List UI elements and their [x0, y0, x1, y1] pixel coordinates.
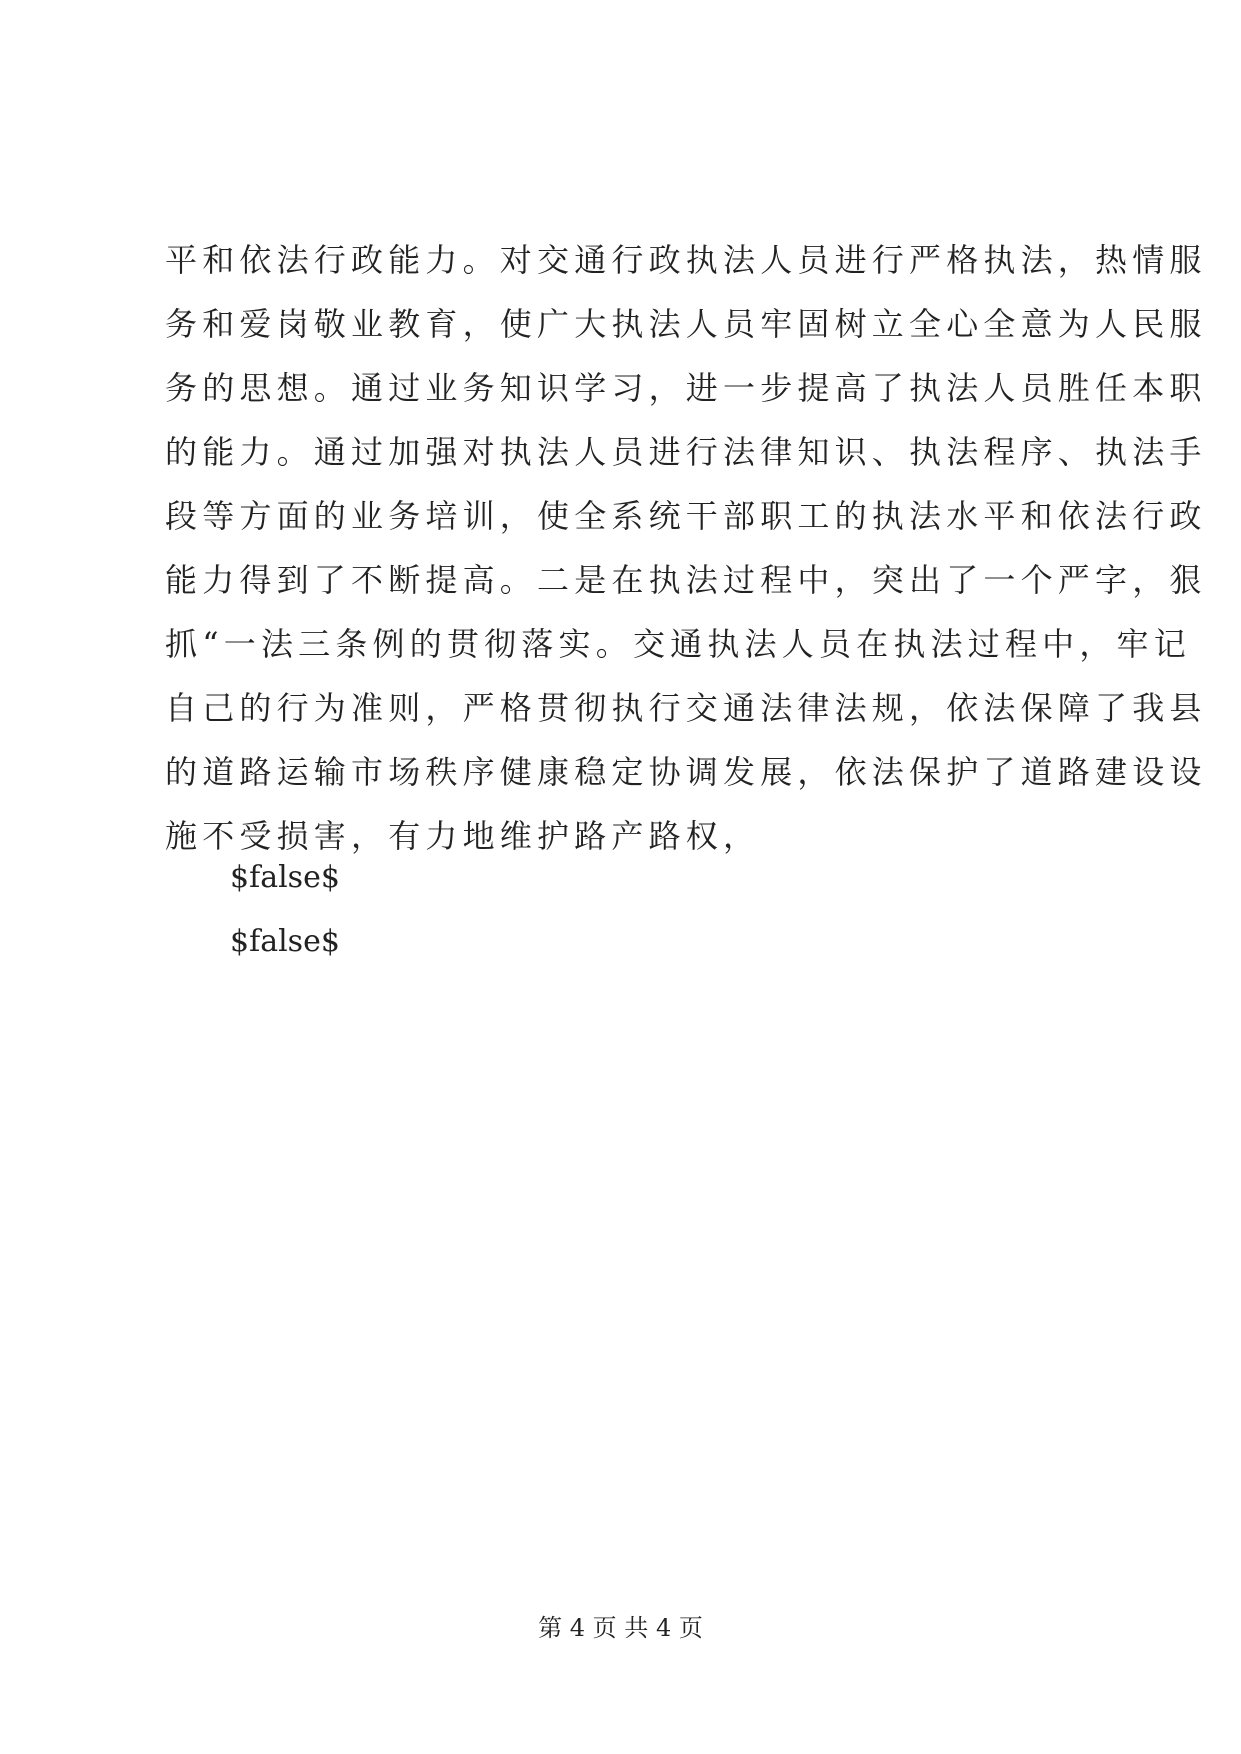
text-line: 抓“一法三条例的贯彻落实。交通执法人员在执法过程中，牢记 — [165, 625, 1191, 663]
text-line: 能力得到了不断提高。二是在执法过程中，突出了一个严字，狠 — [165, 561, 1207, 599]
placeholder-text: $false$ — [230, 924, 340, 959]
placeholder-block — [230, 846, 340, 974]
text-line: 务的思想。通过业务知识学习，进一步提高了执法人员胜任本职 — [165, 369, 1207, 407]
text-line: 段等方面的业务培训，使全系统干部职工的执法水平和依法行政 — [165, 497, 1207, 535]
page-number-label: 第 4 页 共 4 页 — [538, 1614, 703, 1642]
text-line: 自己的行为准则，严格贯彻执行交通法律法规，依法保障了我县 — [165, 689, 1207, 727]
body-paragraph — [165, 228, 1207, 868]
text-line: 施不受损害，有力地维护路产路权， — [165, 817, 761, 855]
page-footer — [0, 1612, 1241, 1644]
text-line: 的能力。通过加强对执法人员进行法律知识、执法程序、执法手 — [165, 433, 1207, 471]
text-line: 的道路运输市场秩序健康稳定协调发展，依法保护了道路建设设 — [165, 753, 1207, 791]
text-line: 务和爱岗敬业教育，使广大执法人员牢固树立全心全意为人民服 — [165, 305, 1207, 343]
placeholder-text: $false$ — [230, 860, 340, 895]
text-line: 平和依法行政能力。对交通行政执法人员进行严格执法，热情服 — [165, 241, 1207, 279]
